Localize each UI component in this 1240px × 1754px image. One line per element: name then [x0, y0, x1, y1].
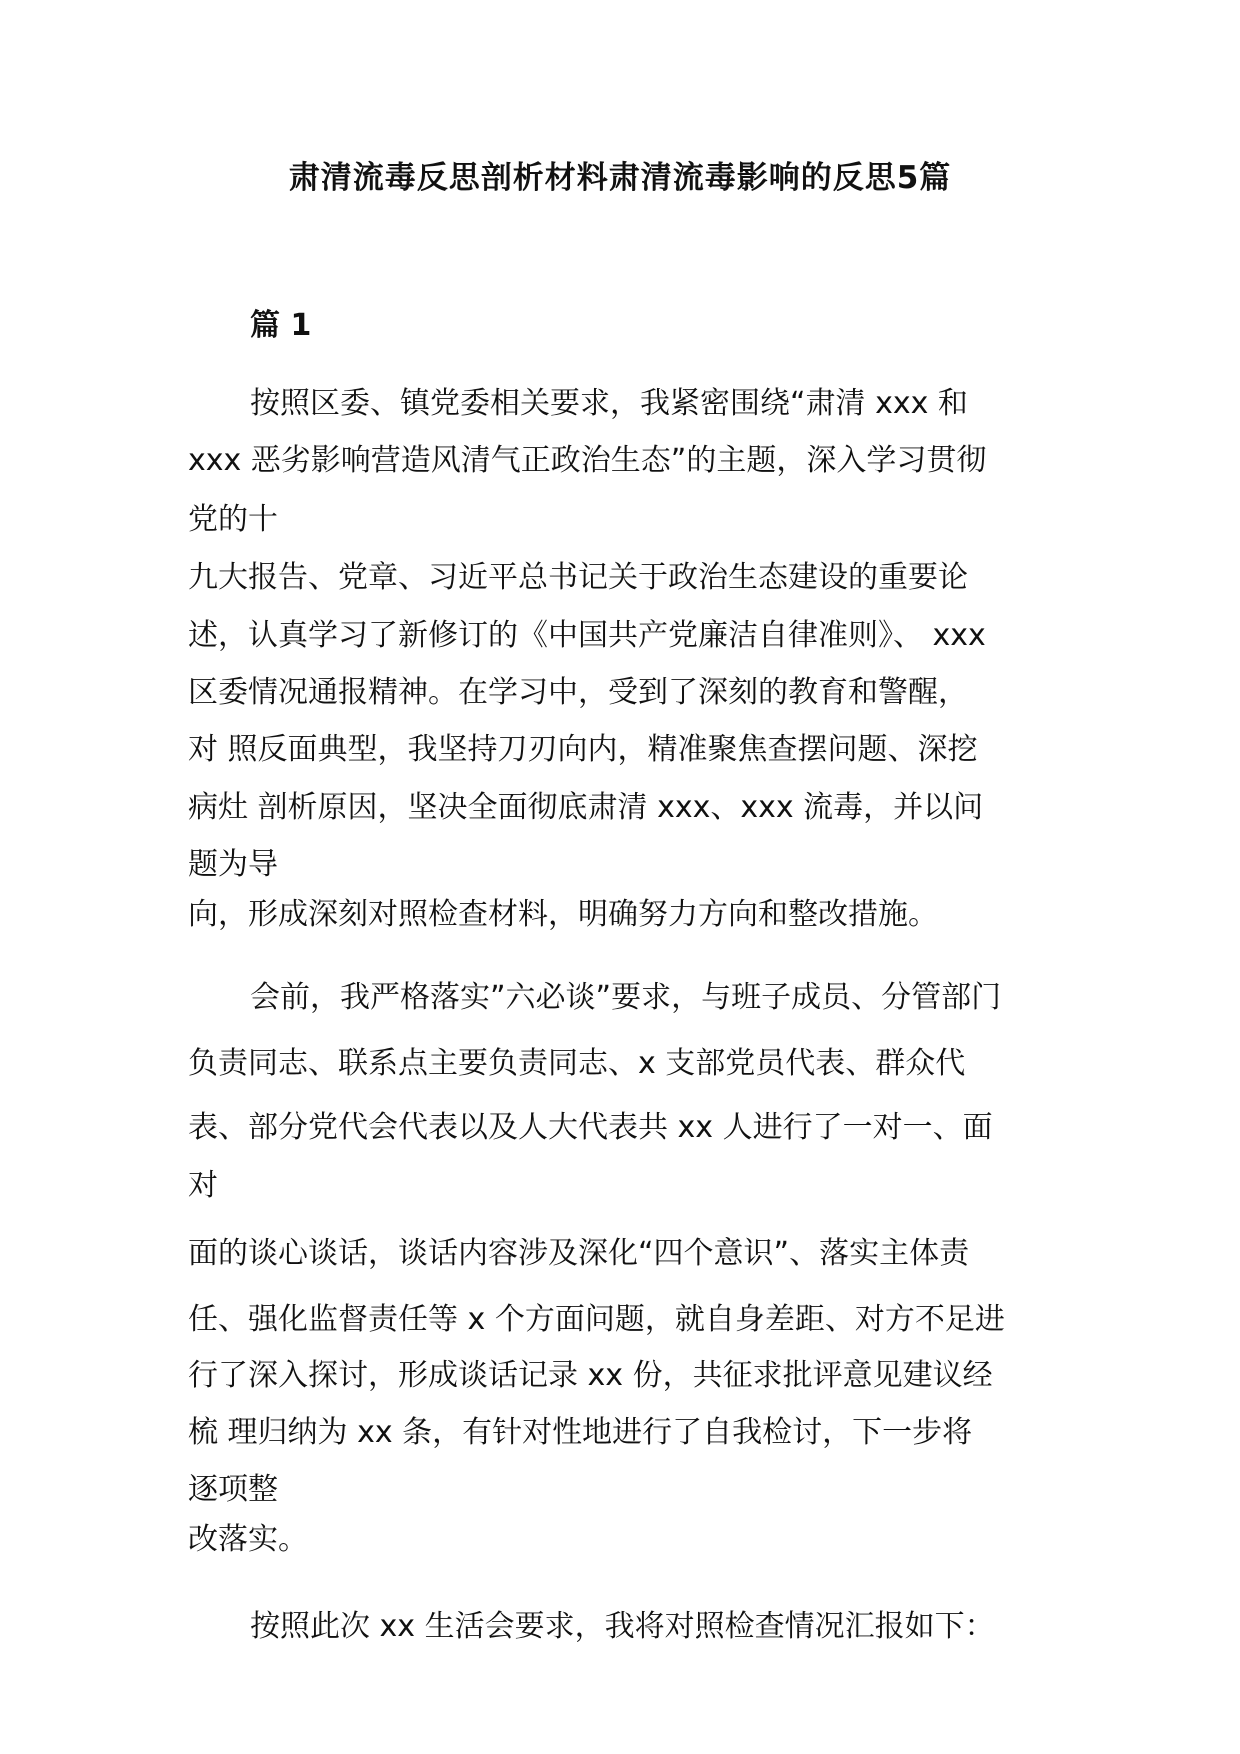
paragraph-line: 面的谈心谈话，谈话内容涉及深化“四个意识”、落实主体责	[188, 1236, 970, 1271]
paragraph-line: xxx 恶劣影响营造风清气正政治生态”的主题，深入学习贯彻	[188, 443, 987, 478]
document-title: 肃清流毒反思剖析材料肃清流毒影响的反思5篇	[288, 160, 952, 196]
paragraph-line: 向，形成深刻对照检查材料，明确努力方向和整改措施。	[188, 897, 938, 932]
paragraph-line: 病灶 剖析原因，坚决全面彻底肃清 xxx、xxx 流毒，并以问	[188, 790, 984, 825]
paragraph-line: 按照此次 xx 生活会要求，我将对照检查情况汇报如下：	[250, 1609, 995, 1644]
paragraph-line: 对 照反面典型，我坚持刀刃向内，精准聚焦查摆问题、深挖	[188, 732, 978, 767]
paragraph-line: 任、强化监督责任等 x 个方面问题，就自身差距、对方不足进	[188, 1302, 1005, 1337]
paragraph-line: 述，认真学习了新修订的《中国共产党廉洁自律准则》、 xxx	[188, 618, 986, 653]
paragraph-line: 表、部分党代会代表以及人大代表共 xx 人进行了一对一、面	[188, 1110, 993, 1145]
paragraph-line: 对	[188, 1168, 218, 1203]
section-heading: 篇 1	[250, 308, 312, 343]
paragraph-line: 区委情况通报精神。在学习中，受到了深刻的教育和警醒，	[188, 675, 968, 710]
paragraph-line: 梳 理归纳为 xx 条，有针对性地进行了自我检讨，下一步将	[188, 1415, 973, 1450]
paragraph-line: 逐项整	[188, 1472, 278, 1507]
paragraph-line: 行了深入探讨，形成谈话记录 xx 份，共征求批评意见建议经	[188, 1358, 993, 1393]
paragraph-line: 按照区委、镇党委相关要求，我紧密围绕“肃清 xxx 和	[250, 386, 968, 421]
paragraph-line: 会前，我严格落实”六必谈”要求，与班子成员、分管部门	[250, 980, 1002, 1015]
paragraph-line: 党的十	[188, 502, 278, 537]
paragraph-line: 改落实。	[188, 1522, 308, 1557]
paragraph-line: 负责同志、联系点主要负责同志、x 支部党员代表、群众代	[188, 1046, 966, 1081]
paragraph-line: 题为导	[188, 847, 278, 882]
paragraph-line: 九大报告、党章、习近平总书记关于政治生态建设的重要论	[188, 560, 968, 595]
